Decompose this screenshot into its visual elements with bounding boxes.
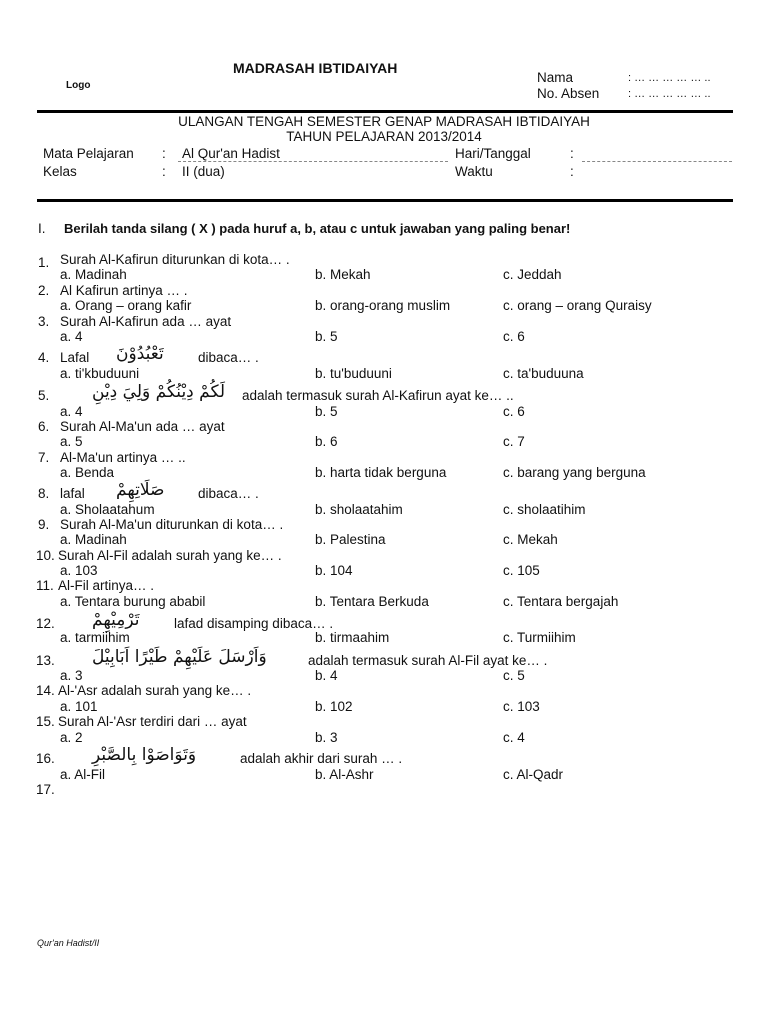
question-number: 8.: [38, 486, 50, 501]
nama-field[interactable]: : … … … … … ..: [628, 72, 711, 84]
answer-option[interactable]: c. 6: [503, 404, 525, 419]
question-number: 12.: [36, 616, 55, 631]
answer-option[interactable]: c. 4: [503, 730, 525, 745]
logo: Logo: [66, 80, 91, 91]
answer-option[interactable]: c. barang yang berguna: [503, 465, 646, 480]
question-number: 7.: [38, 450, 50, 465]
answer-option[interactable]: c. sholaatihim: [503, 502, 586, 517]
answer-option[interactable]: b. 3: [315, 730, 338, 745]
question-text: Surah Al-Fil adalah surah yang ke… .: [58, 548, 282, 563]
divider: [37, 199, 733, 202]
question-text: adalah termasuk surah Al-Kafirun ayat ke… ..: [242, 388, 514, 403]
question-text: lafad disamping dibaca… .: [174, 616, 334, 631]
answer-option[interactable]: a. Madinah: [60, 532, 127, 547]
answer-option[interactable]: a. ti'kbuduuni: [60, 366, 140, 381]
question-text: dibaca… .: [198, 350, 259, 365]
question-number: 3.: [38, 314, 50, 329]
answer-option[interactable]: a. Orang – orang kafir: [60, 298, 192, 313]
question-text: adalah termasuk surah Al-Fil ayat ke… .: [308, 653, 548, 668]
answer-option[interactable]: b. orang-orang muslim: [315, 298, 451, 313]
question-text: Surah Al-Ma'un ada … ayat: [60, 419, 225, 434]
academic-year: TAHUN PELAJARAN 2013/2014: [286, 129, 482, 144]
arabic-text: صَلَاتِهِمْ: [116, 480, 165, 500]
question-text: Al Kafirun artinya … .: [60, 283, 188, 298]
colon: :: [162, 164, 166, 179]
answer-option[interactable]: a. Sholaatahum: [60, 502, 155, 517]
answer-option[interactable]: a. Madinah: [60, 267, 127, 282]
question-number: 15.: [36, 714, 55, 729]
arabic-text: تَعْبُدُوْنَ: [116, 344, 164, 364]
answer-option[interactable]: b. 102: [315, 699, 353, 714]
answer-option[interactable]: b. 5: [315, 329, 338, 344]
question-text: Surah Al-Kafirun ada … ayat: [60, 314, 232, 329]
answer-option[interactable]: a. 103: [60, 563, 98, 578]
kelas-value: II (dua): [182, 164, 225, 179]
answer-option[interactable]: b. sholaatahim: [315, 502, 403, 517]
answer-option[interactable]: c. Al-Qadr: [503, 767, 564, 782]
answer-option[interactable]: b. tirmaahim: [315, 630, 390, 645]
question-number: 2.: [38, 283, 50, 298]
section-number: I.: [38, 221, 46, 236]
answer-option[interactable]: b. 4: [315, 668, 338, 683]
answer-option[interactable]: c. Jeddah: [503, 267, 562, 282]
question-number: 5.: [38, 388, 50, 403]
mapel-underline: [178, 161, 448, 162]
question-text: Al-Fil artinya… .: [58, 578, 155, 593]
question-number: 6.: [38, 419, 50, 434]
question-prefix: lafal: [60, 486, 85, 501]
answer-option[interactable]: b. Mekah: [315, 267, 371, 282]
hari-field[interactable]: [582, 161, 732, 162]
answer-option[interactable]: a. 4: [60, 404, 83, 419]
answer-option[interactable]: c. 5: [503, 668, 525, 683]
question-number: 4.: [38, 350, 50, 365]
answer-option[interactable]: a. 5: [60, 434, 83, 449]
mapel-value: Al Qur'an Hadist: [182, 146, 280, 161]
question-number: 14.: [36, 683, 55, 698]
answer-option[interactable]: a. 3: [60, 668, 83, 683]
section-instruction: Berilah tanda silang ( X ) pada huruf a, b, atau c untuk jawaban yang paling benar!: [64, 221, 571, 236]
question-number: 11.: [36, 578, 54, 593]
question-number: 13.: [36, 653, 55, 668]
question-text: dibaca… .: [198, 486, 259, 501]
question-number: 10.: [36, 548, 55, 563]
answer-option[interactable]: c. Mekah: [503, 532, 558, 547]
arabic-text: وَاَرْسَلَ عَلَيْهِمْ طَيْرًا اَبَابِيْلَ: [92, 647, 267, 667]
answer-option[interactable]: a. 4: [60, 329, 83, 344]
answer-option[interactable]: c. 103: [503, 699, 540, 714]
answer-option[interactable]: a. Tentara burung ababil: [60, 594, 206, 609]
answer-option[interactable]: b. harta tidak berguna: [315, 465, 447, 480]
question-number: 1.: [38, 255, 50, 270]
question-text: Al-Ma'un artinya … ..: [60, 450, 186, 465]
answer-option[interactable]: a. tarmiihim: [60, 630, 130, 645]
answer-option[interactable]: a. Al-Fil: [60, 767, 106, 782]
kelas-label: Kelas: [43, 164, 77, 179]
nama-label: Nama: [537, 70, 574, 85]
colon: :: [570, 164, 574, 179]
arabic-text: تَرْمِيْهِمْ: [92, 610, 140, 630]
question-text: Surah Al-'Asr terdiri dari … ayat: [58, 714, 247, 729]
answer-option[interactable]: c. ta'buduuna: [503, 366, 584, 381]
answer-option[interactable]: b. Tentara Berkuda: [315, 594, 429, 609]
question-number: 16.: [36, 751, 55, 766]
colon: :: [162, 146, 166, 161]
question-text: Surah Al-Kafirun diturunkan di kota… .: [60, 252, 290, 267]
absen-field[interactable]: : … … … … … ..: [628, 88, 711, 100]
question-text: Surah Al-Ma'un diturunkan di kota… .: [60, 517, 284, 532]
answer-option[interactable]: c. 105: [503, 563, 540, 578]
question-number: 9.: [38, 517, 50, 532]
waktu-label: Waktu: [455, 164, 493, 179]
divider: [37, 110, 733, 113]
answer-option[interactable]: a. 2: [60, 730, 83, 745]
answer-option[interactable]: b. Al-Ashr: [315, 767, 374, 782]
arabic-text: وَتَوَاصَوْا بِالصَّبْرِ: [92, 745, 197, 765]
school-name: MADRASAH IBTIDAIYAH: [233, 60, 398, 76]
question-text: Al-'Asr adalah surah yang ke… .: [58, 683, 252, 698]
question-text: adalah akhir dari surah … .: [240, 751, 403, 766]
answer-option[interactable]: b. 104: [315, 563, 353, 578]
answer-option[interactable]: c. 7: [503, 434, 525, 449]
answer-option[interactable]: c. Tentara bergajah: [503, 594, 619, 609]
colon: :: [570, 146, 574, 161]
answer-option[interactable]: c. Turmiihim: [503, 630, 576, 645]
answer-option[interactable]: a. 101: [60, 699, 98, 714]
question-number: 17.: [36, 782, 55, 797]
answer-option[interactable]: b. tu'buduuni: [315, 366, 392, 381]
hari-label: Hari/Tanggal: [455, 146, 531, 161]
answer-option[interactable]: b. Palestina: [315, 532, 386, 547]
answer-option[interactable]: c. orang – orang Quraisy: [503, 298, 652, 313]
question-prefix: Lafal: [60, 350, 90, 365]
answer-option[interactable]: b. 6: [315, 434, 338, 449]
mapel-label: Mata Pelajaran: [43, 146, 134, 161]
footer-text: Qur'an Hadist/II: [37, 938, 100, 948]
answer-option[interactable]: c. 6: [503, 329, 525, 344]
arabic-text: لَكُمْ دِيْنُكُمْ وَلِيَ دِيْنِ: [92, 382, 226, 402]
answer-option[interactable]: b. 5: [315, 404, 338, 419]
answer-option[interactable]: a. Benda: [60, 465, 115, 480]
absen-label: No. Absen: [537, 86, 600, 101]
exam-title: ULANGAN TENGAH SEMESTER GENAP MADRASAH IBTIDAIYAH: [178, 114, 590, 129]
